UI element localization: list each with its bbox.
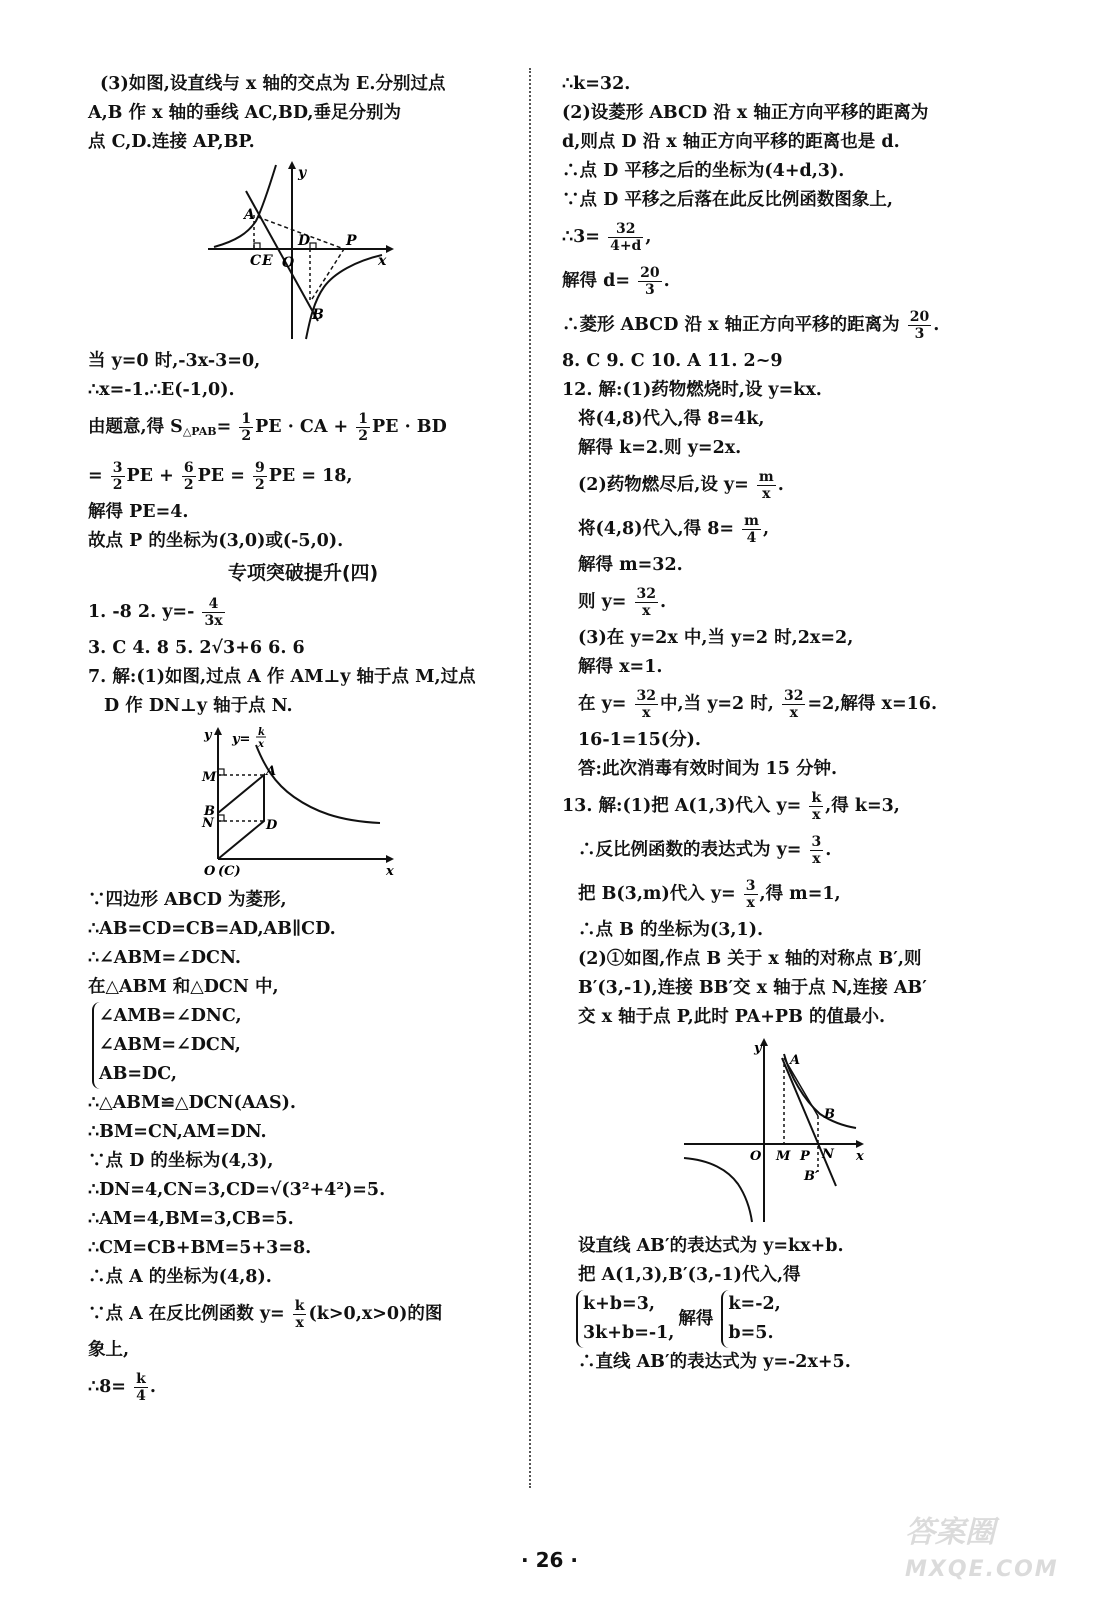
text: PE · CA +	[255, 417, 349, 437]
text-line: AB=DC,	[99, 1064, 177, 1084]
text: ∵点 A 在反比例函数 y=	[88, 1304, 285, 1324]
text-line	[562, 215, 992, 259]
numerator: 32	[636, 586, 657, 602]
text-line	[562, 507, 992, 551]
text: ∴反比例函数的表达式为 y=	[578, 840, 802, 860]
area-equation-line-2	[88, 454, 518, 498]
denominator: x	[762, 486, 771, 502]
fig1-x-label: x	[378, 253, 387, 269]
text-line: ∴DN=4,CN=3,CD=√(3²+4²)=5.	[88, 1180, 386, 1200]
text: 在 y=	[578, 694, 627, 714]
text: .	[660, 592, 667, 612]
text: 1. -8 2. y=-	[88, 602, 195, 622]
denominator: 2	[254, 477, 265, 493]
text: ,得 k=3,	[825, 796, 900, 816]
denominator: 2	[183, 477, 194, 493]
figure-symmetric-point	[680, 1036, 870, 1226]
text-line: b=5.	[728, 1323, 774, 1343]
text: ∴菱形 ABCD 沿 x 轴正方向平移的距离为	[562, 315, 900, 335]
text-line: ∴BM=CN,AM=DN.	[88, 1122, 267, 1142]
text-line: ∵四边形 ABCD 为菱形,	[88, 890, 287, 910]
numerator: 3	[112, 460, 123, 476]
fig2-label-a: A	[266, 764, 277, 779]
fig1-label-p: P	[346, 233, 357, 249]
fig2-label-b: B	[204, 804, 215, 819]
subscript: △PAB	[182, 425, 217, 438]
text-line: 在△ABM 和△DCN 中,	[88, 977, 279, 997]
text-line: ∴∠ABM=∠DCN.	[88, 948, 241, 968]
fig3-label-n: N	[822, 1147, 834, 1162]
numerator: k	[294, 1298, 305, 1314]
area-equation-line	[88, 405, 518, 454]
fig2-x-label: x	[386, 864, 394, 879]
text-line	[562, 303, 992, 347]
text-line: 解得 m=32.	[578, 555, 683, 575]
text-line: D 作 DN⊥y 轴于点 N.	[104, 696, 293, 716]
numerator: 1	[241, 411, 252, 427]
text-line: ∴k=32.	[562, 74, 631, 94]
fig2-label-o: O	[204, 864, 216, 879]
text: (2)药物燃尽后,设 y=	[578, 475, 749, 495]
text: 把 B(3,m)代入 y=	[578, 884, 736, 904]
fig1-label-a: A	[244, 207, 255, 223]
numerator: 32	[636, 688, 657, 704]
denominator: 4+d	[610, 238, 642, 254]
denominator: 3	[644, 282, 655, 298]
fraction	[253, 460, 267, 493]
fig3-label-a: A	[790, 1053, 801, 1068]
numerator: m	[744, 513, 759, 529]
text-line: ∵点 D 的坐标为(4,3),	[88, 1151, 274, 1171]
text-line: ∴点 B 的坐标为(3,1).	[578, 920, 764, 940]
text: ,得 m=1,	[759, 884, 841, 904]
fig2-func-label: y=	[232, 732, 251, 747]
watermark-line2: MXQE.COM	[905, 1557, 1059, 1582]
denominator: x	[789, 705, 798, 721]
equation-system	[721, 1290, 780, 1348]
numerator: 32	[784, 688, 804, 704]
fig3-y-label: y	[754, 1041, 762, 1056]
text-line: (2)设菱形 ABCD 沿 x 轴正方向平移的距离为	[562, 103, 929, 123]
text: PE +	[126, 466, 174, 486]
fraction	[239, 411, 253, 444]
fraction	[202, 596, 224, 629]
numerator: 3	[745, 878, 756, 894]
denominator: x	[812, 851, 821, 867]
fraction	[638, 265, 661, 298]
figure-rhombus-hyperbola	[198, 725, 398, 880]
fig2-label-m: M	[202, 770, 217, 785]
fig2-label-n: N	[202, 816, 214, 831]
fig2-y-label: y	[204, 728, 212, 743]
text: .	[777, 475, 784, 495]
fraction	[810, 834, 824, 867]
text: .	[663, 271, 670, 291]
text: =	[216, 417, 232, 437]
equation-system	[92, 1002, 242, 1089]
fig1-label-o: O	[282, 255, 295, 271]
fraction	[182, 460, 196, 493]
text: =2,解得 x=16.	[807, 694, 938, 714]
numerator: 4	[202, 596, 224, 613]
text: .	[825, 840, 832, 860]
text: .	[149, 1377, 156, 1397]
answer-line: 3. C 4. 8 5. 2√3+6 6. 6	[88, 638, 305, 658]
text-line	[88, 1365, 518, 1409]
text-line: 设直线 AB′的表达式为 y=kx+b.	[578, 1236, 844, 1256]
text-line: ∴CM=CB+BM=5+3=8.	[88, 1238, 312, 1258]
denominator: x	[642, 705, 651, 721]
text: 中,当 y=2 时,	[660, 694, 774, 714]
text: PE =	[197, 466, 245, 486]
denominator: 2	[112, 477, 123, 493]
fraction	[782, 688, 805, 721]
fraction	[608, 221, 643, 254]
denominator: x	[812, 807, 821, 823]
fig3-label-bprime: B′	[804, 1169, 819, 1184]
text-line: 故点 P 的坐标为(3,0)或(-5,0).	[88, 531, 344, 551]
text: 13. 解:(1)把 A(1,3)代入 y=	[562, 796, 802, 816]
text-line: ∴直线 AB′的表达式为 y=-2x+5.	[578, 1352, 851, 1372]
fig3-label-p: P	[800, 1149, 810, 1164]
text-line	[562, 828, 992, 872]
text-line: 交 x 轴于点 P,此时 PA+PB 的值最小.	[578, 1007, 886, 1027]
fig1-label-d: D	[298, 233, 311, 249]
text-line: ∴△ABM≌△DCN(AAS).	[88, 1093, 297, 1113]
section-title: 专项突破提升(四)	[227, 562, 379, 584]
denominator: 4	[136, 1388, 146, 1404]
text: ∴8=	[88, 1377, 126, 1397]
text: =	[88, 466, 103, 486]
text-line: 将(4,8)代入,得 8=4k,	[578, 409, 765, 429]
fraction	[635, 586, 658, 619]
text-line: k+b=3,	[583, 1294, 655, 1314]
text-line: B′(3,-1),连接 BB′交 x 轴于点 N,连接 AB′	[578, 978, 927, 998]
fig2-label-d: D	[266, 818, 278, 833]
text-line: 解得 k=2.则 y=2x.	[578, 438, 742, 458]
numerator: 1	[358, 411, 368, 427]
denominator: 3x	[204, 613, 223, 629]
text-line: ∵点 D 平移之后落在此反比例函数图象上,	[562, 190, 893, 210]
fraction	[111, 460, 125, 493]
text: .	[933, 315, 940, 335]
numerator: 6	[183, 460, 194, 476]
text: (k>0,x>0)的图	[308, 1304, 443, 1324]
fig3-label-b: B	[824, 1107, 835, 1122]
text-line: k=-2,	[728, 1294, 781, 1314]
text-line: (3)如图,设直线与 x 轴的交点为 E.分别过点	[100, 74, 446, 94]
text: ,	[762, 519, 770, 539]
text-line: 16-1=15(分).	[578, 730, 701, 750]
text-line	[562, 580, 992, 624]
fig3-label-o: O	[750, 1149, 762, 1164]
text-line: 象上,	[88, 1340, 130, 1360]
watermark-logo	[895, 1506, 1075, 1588]
denominator: x	[295, 1315, 304, 1331]
numerator: m	[758, 469, 774, 485]
text-line: ∴AM=4,BM=3,CB=5.	[88, 1209, 294, 1229]
denominator: 3	[914, 326, 925, 342]
text-line	[562, 463, 992, 507]
fraction	[742, 513, 761, 546]
figure-hyperbola-line	[206, 161, 396, 341]
denominator: x	[642, 603, 651, 619]
equation-system	[576, 1290, 674, 1348]
text: 解得	[678, 1308, 714, 1329]
text-line: ∴点 A 的坐标为(4,8).	[88, 1267, 272, 1287]
text-line: 当 y=0 时,-3x-3=0,	[88, 351, 261, 371]
fig2-func-x: x	[258, 739, 264, 750]
text: 将(4,8)代入,得 8=	[578, 519, 735, 539]
denominator: x	[746, 895, 755, 911]
text-line: 把 A(1,3),B′(3,-1)代入,得	[578, 1265, 801, 1285]
text-line	[562, 872, 992, 916]
numerator: 32	[608, 221, 643, 238]
text: ,	[645, 227, 652, 247]
text-line: ∴点 D 平移之后的坐标为(4+d,3).	[562, 161, 845, 181]
text-line: A,B 作 x 轴的垂线 AC,BD,垂足分别为	[88, 103, 401, 123]
text-line: d,则点 D 沿 x 轴正方向平移的距离也是 d.	[562, 132, 900, 152]
denominator: 4	[746, 530, 757, 546]
text-line: 解得 PE=4.	[88, 502, 189, 522]
fig1-y-label: y	[298, 165, 307, 181]
fig2-label-c: (C)	[218, 864, 241, 879]
text-line: ∴AB=CD=CB=AD,AB∥CD.	[88, 919, 336, 939]
answer-line: 8. C 9. C 10. A 11. 2~9	[562, 351, 783, 371]
fraction	[908, 309, 931, 342]
numerator: 9	[254, 460, 265, 476]
fraction	[356, 411, 370, 444]
text-line: 12. 解:(1)药物燃烧时,设 y=kx.	[562, 380, 822, 400]
text-line	[562, 259, 992, 303]
left-column	[88, 70, 518, 1409]
page-number: · 26 ·	[521, 1548, 578, 1572]
numerator: 20	[640, 265, 660, 281]
text: PE = 18,	[268, 466, 353, 486]
fig1-label-b: B	[312, 307, 324, 323]
numerator: k	[134, 1371, 148, 1388]
text: PE · BD	[372, 417, 447, 437]
text-line: ∠ABM=∠DCN,	[99, 1035, 241, 1055]
numerator: 3	[811, 834, 822, 850]
watermark-line1: 答案圈	[905, 1515, 995, 1550]
text-line: 3k+b=-1,	[583, 1323, 675, 1343]
fig3-label-m: M	[776, 1149, 791, 1164]
text-line: 7. 解:(1)如图,过点 A 作 AM⊥y 轴于点 M,过点	[88, 667, 476, 687]
text-line: 解得 x=1.	[578, 657, 663, 677]
numerator: k	[811, 790, 822, 806]
fig3-x-label: x	[856, 1149, 864, 1164]
text: 由题意,得 S	[88, 417, 183, 437]
text: 解得 d=	[562, 271, 630, 291]
answer-line	[88, 590, 518, 634]
text-line: (2)①如图,作点 B 关于 x 轴的对称点 B′,则	[578, 949, 922, 969]
right-column	[562, 70, 992, 1377]
solve-system	[562, 1290, 992, 1348]
text-line	[88, 1292, 518, 1336]
text-line: ∴x=-1.∴E(-1,0).	[88, 380, 235, 400]
fraction	[635, 688, 658, 721]
text-line: ∠AMB=∠DNC,	[99, 1006, 242, 1026]
column-divider	[529, 68, 531, 1488]
fig1-label-c: C	[250, 253, 262, 269]
fig2-func-k: k	[258, 727, 265, 738]
numerator: 20	[909, 309, 930, 325]
denominator: 2	[358, 428, 368, 444]
text: 则 y=	[578, 592, 627, 612]
text-line: (3)在 y=2x 中,当 y=2 时,2x=2,	[578, 628, 854, 648]
fraction	[809, 790, 823, 823]
text-line: 点 C,D.连接 AP,BP.	[88, 132, 255, 152]
fraction	[134, 1371, 148, 1404]
denominator: 2	[241, 428, 252, 444]
fig1-label-e: E	[262, 253, 273, 269]
fraction	[757, 469, 776, 502]
text: ∴3=	[562, 227, 600, 247]
fraction	[293, 1298, 307, 1331]
text-line	[562, 784, 992, 828]
text-line: 答:此次消毒有效时间为 15 分钟.	[578, 759, 838, 779]
fraction	[744, 878, 758, 911]
text-line	[562, 682, 992, 726]
